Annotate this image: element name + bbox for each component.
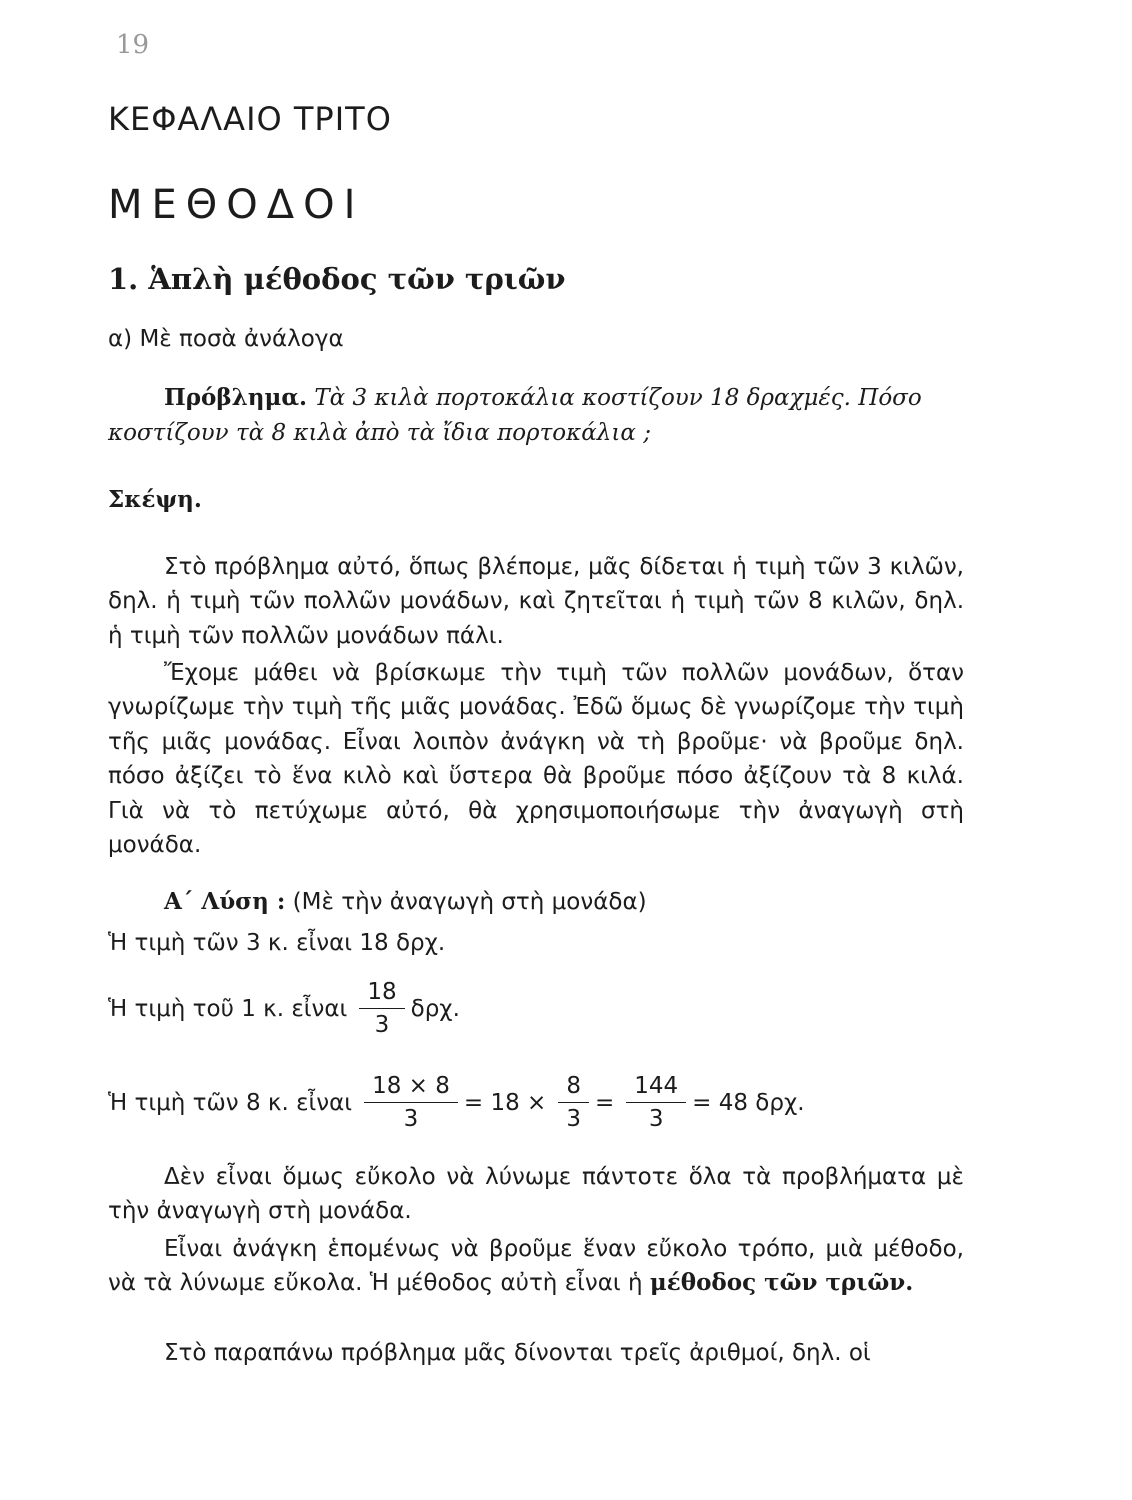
paragraph-1 bbox=[108, 550, 964, 653]
paragraph-2 bbox=[108, 656, 964, 862]
solution-heading bbox=[164, 888, 647, 915]
paragraph-3 bbox=[108, 1160, 964, 1229]
fraction-numerator: 8 bbox=[558, 1072, 589, 1103]
solution-line-1: Ἡ τιμὴ τῶν 3 κ. εἶναι 18 δρχ. bbox=[108, 930, 446, 956]
solution-line-2-prefix: Ἡ τιμὴ τοῦ 1 κ. εἶναι bbox=[108, 995, 348, 1022]
paragraph-2-text: Ἔχομε μάθει νὰ βρίσκωμε τὴν τιμὴ τῶν πολλῶν μονάδων, ὅταν γνωρίζωμε τὴν τιμὴ τῆς μιᾶς μονάδας. Ἐδῶ ὅμως δὲ γνωρίζομε τὴν τιμὴ τῆς μιᾶς μονάδας. Εἶναι λοιπὸν ἀνάγκη νὰ τὴ βροῦμε· νὰ βροῦμε δηλ. πόσο ἀξίζει τὸ ἕνα κιλὸ καὶ ὕστερα θὰ βροῦμε πόσο ἀξίζουν τὰ 8 κιλά. Γιὰ νὰ τὸ πετύχωμε αὐτό, θὰ χρησιμοποιήσωμε τὴν ἀναγωγὴ στὴ μονάδα. bbox=[108, 660, 964, 859]
problem-label: Πρόβλημα. bbox=[164, 384, 308, 411]
solution-line-3-prefix: Ἡ τιμὴ τῶν 8 κ. εἶναι bbox=[108, 1089, 353, 1116]
equals-18-times: = 18 × bbox=[463, 1089, 547, 1116]
fraction-18x8-over-3 bbox=[364, 1072, 458, 1133]
paragraph-3-text: Δὲν εἶναι ὅμως εὔκολο νὰ λύνωμε πάντοτε ὅλα τὰ προβλήματα μὲ τὴν ἀναγωγὴ στὴ μονάδα. bbox=[108, 1164, 964, 1225]
fraction-144-over-3 bbox=[626, 1072, 686, 1133]
fraction-denominator: 3 bbox=[403, 1106, 419, 1132]
section-heading: 1. Ἁπλὴ μέθοδος τῶν τριῶν bbox=[108, 262, 566, 296]
paragraph-1-text: Στὸ πρόβλημα αὐτό, ὅπως βλέπομε, μᾶς δίδεται ἡ τιμὴ τῶν 3 κιλῶν, δηλ. ἡ τιμὴ τῶν πολλῶν μονάδων, καὶ ζητεῖται ἡ τιμὴ τῶν 8 κιλῶν, δηλ. ἡ τιμὴ τῶν πολλῶν μονάδων πάλι. bbox=[108, 554, 964, 649]
part-title: ΜΕΘΟΔΟΙ bbox=[108, 182, 365, 228]
problem-line-1 bbox=[164, 384, 922, 411]
paragraph-4 bbox=[108, 1232, 964, 1301]
chapter-title: ΚΕΦΑΛΑΙΟ ΤΡΙΤΟ bbox=[108, 100, 392, 138]
fraction-numerator: 18 × 8 bbox=[364, 1072, 458, 1103]
problem-line-2: κοστίζουν τὰ 8 κιλὰ ἀπὸ τὰ ἴδια πορτοκάλια ; bbox=[108, 420, 651, 446]
fraction-8-over-3 bbox=[558, 1072, 589, 1133]
equals-sign: = bbox=[594, 1089, 615, 1116]
page-number: 19 bbox=[116, 30, 150, 60]
fraction-numerator: 18 bbox=[359, 978, 404, 1009]
fraction-numerator: 144 bbox=[626, 1072, 686, 1103]
paragraph-4-text: Εἶναι ἀνάγκη ἑπομένως νὰ βροῦμε ἕναν εὔκολο τρόπο, μιὰ μέθοδο, νὰ τὰ λύνωμε εὔκολα. Ἡ μέθοδος αὐτὴ εἶναι ἡ bbox=[108, 1236, 964, 1297]
paragraph-5-text: Στὸ παραπάνω πρόβλημα μᾶς δίνονται τρεῖς ἀριθμοί, δηλ. οἱ bbox=[164, 1340, 871, 1366]
method-of-three-term: μέθοδος τῶν τριῶν. bbox=[649, 1269, 914, 1297]
fraction-18-over-3 bbox=[359, 978, 404, 1039]
subsection-heading: α) Μὲ ποσὰ ἀνάλογα bbox=[108, 326, 344, 352]
fraction-denominator: 3 bbox=[648, 1106, 664, 1132]
unit-drachmas: δρχ. bbox=[410, 995, 460, 1022]
problem-text-1: Τὰ 3 κιλὰ πορτοκάλια κοστίζουν 18 δραχμές. Πόσο bbox=[314, 385, 922, 411]
fraction-denominator: 3 bbox=[566, 1106, 581, 1132]
solution-note: (Μὲ τὴν ἀναγωγὴ στὴ μονάδα) bbox=[292, 889, 647, 915]
result: = 48 δρχ. bbox=[692, 1089, 805, 1116]
fraction-denominator: 3 bbox=[374, 1012, 390, 1038]
solution-line-2 bbox=[108, 978, 466, 1039]
solution-line-3 bbox=[108, 1072, 811, 1133]
thought-label: Σκέψη. bbox=[108, 486, 202, 513]
paragraph-5 bbox=[108, 1336, 964, 1370]
solution-label: Α΄ Λύση : bbox=[164, 888, 286, 915]
